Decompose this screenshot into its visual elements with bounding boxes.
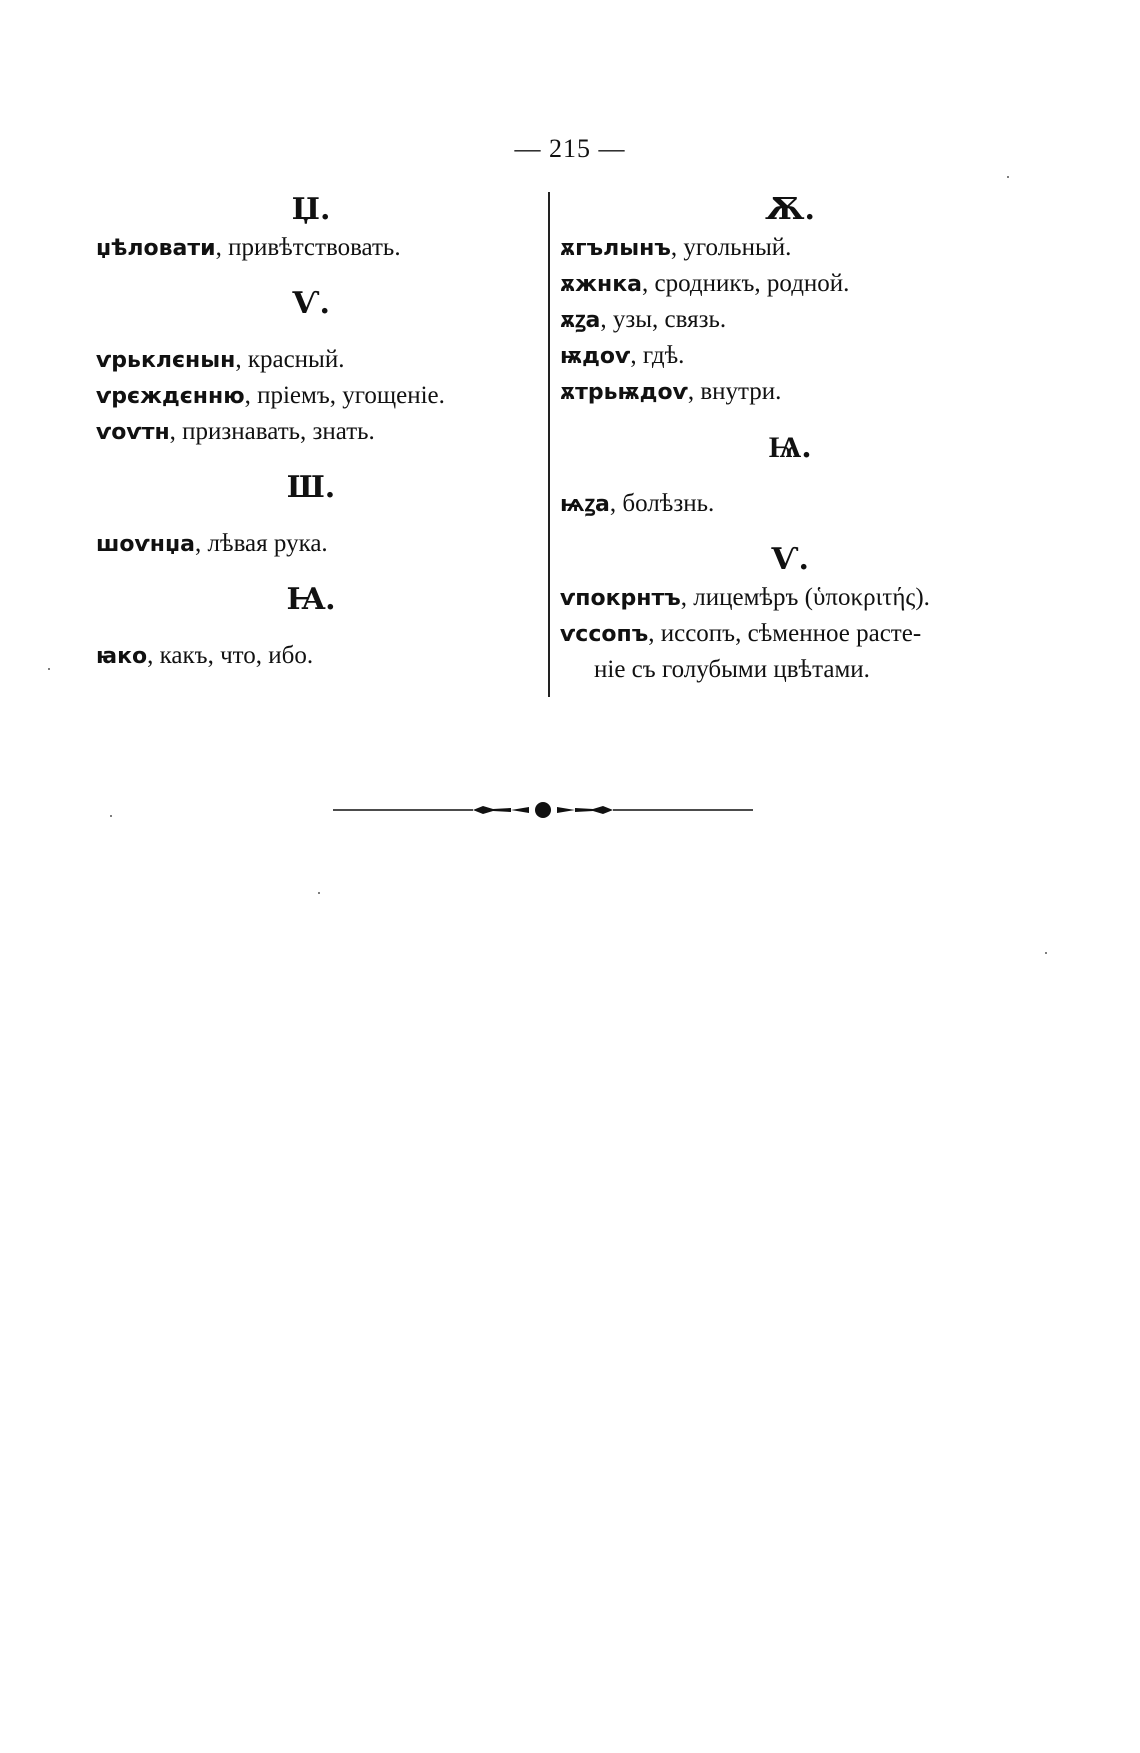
section-letter: Ѵ. [771,542,809,577]
definition: , признавать, знать. [169,418,375,445]
dictionary-entry [560,616,1020,652]
dictionary-entry [560,230,1020,266]
definition: , угольный. [670,234,792,261]
headword: ꙗко [96,644,148,669]
definition: , сродникъ, родной. [641,270,850,297]
definition: , гдѣ. [630,342,685,369]
headword: ѭдоѵ [560,344,631,369]
definition: , узы, связь. [600,306,727,333]
dictionary-entry [96,526,526,562]
headword: ѩꙁа [560,492,610,517]
definition-continuation: ніе съ голубыми цвѣтами. [594,656,870,683]
section-letter: Ѩ. [768,430,812,465]
definition: , привѣтствовать. [215,234,401,261]
section-letter: Ѵ. [292,286,330,321]
column-divider [548,192,550,697]
definition: , болѣзнь. [609,490,715,517]
dictionary-entry [560,302,1020,338]
dictionary-entry [560,374,1020,410]
headword: ѫꙁа [560,308,601,333]
section-letter: Ѫ. [765,192,815,227]
section-letter: Ꙗ. [286,582,336,617]
scan-speck [1007,176,1009,178]
scan-speck [1045,952,1047,954]
dictionary-entry [96,378,526,414]
definition: , иссопъ, сѣменное расте- [648,620,922,647]
headword: џѣловати [96,236,216,261]
page-number: — 215 — [514,134,626,163]
headword: ѵрєждєнню [96,384,245,409]
dictionary-entry [96,230,526,266]
scan-speck [48,668,50,670]
definition: , лицемѣръ (ὑποκριτής). [680,584,930,611]
headword: ѫжнка [560,272,642,297]
section-letter: Џ. [291,192,331,227]
dictionary-entry [560,580,1020,616]
headword: шоѵнџа [96,532,196,557]
headword: ѵоѵтн [96,420,170,445]
scan-speck [318,892,320,894]
dictionary-entry [560,338,1020,374]
headword: ѫгълынъ [560,236,671,261]
definition: , красный. [235,346,345,373]
right-column [560,190,1020,687]
dictionary-entry [560,266,1020,302]
definition: , внутри. [687,378,782,405]
left-column [96,190,526,674]
section-letter: Ш. [286,470,336,505]
headword: ѵссопъ [560,622,649,647]
definition: , пріемъ, угощеніе. [244,382,445,409]
ornament-divider [333,800,753,820]
dictionary-entry [96,342,526,378]
dictionary-entry [96,638,526,674]
definition: , лѣвая рука. [195,530,328,557]
scan-speck [110,815,112,817]
dictionary-entry [560,486,1020,522]
headword: ѫтрьѭдоѵ [560,380,688,405]
dictionary-entry [96,414,526,450]
definition: , какъ, что, ибо. [147,642,314,669]
headword: ѵпокрнтъ [560,586,681,611]
headword: ѵрьклєнын [96,348,236,373]
